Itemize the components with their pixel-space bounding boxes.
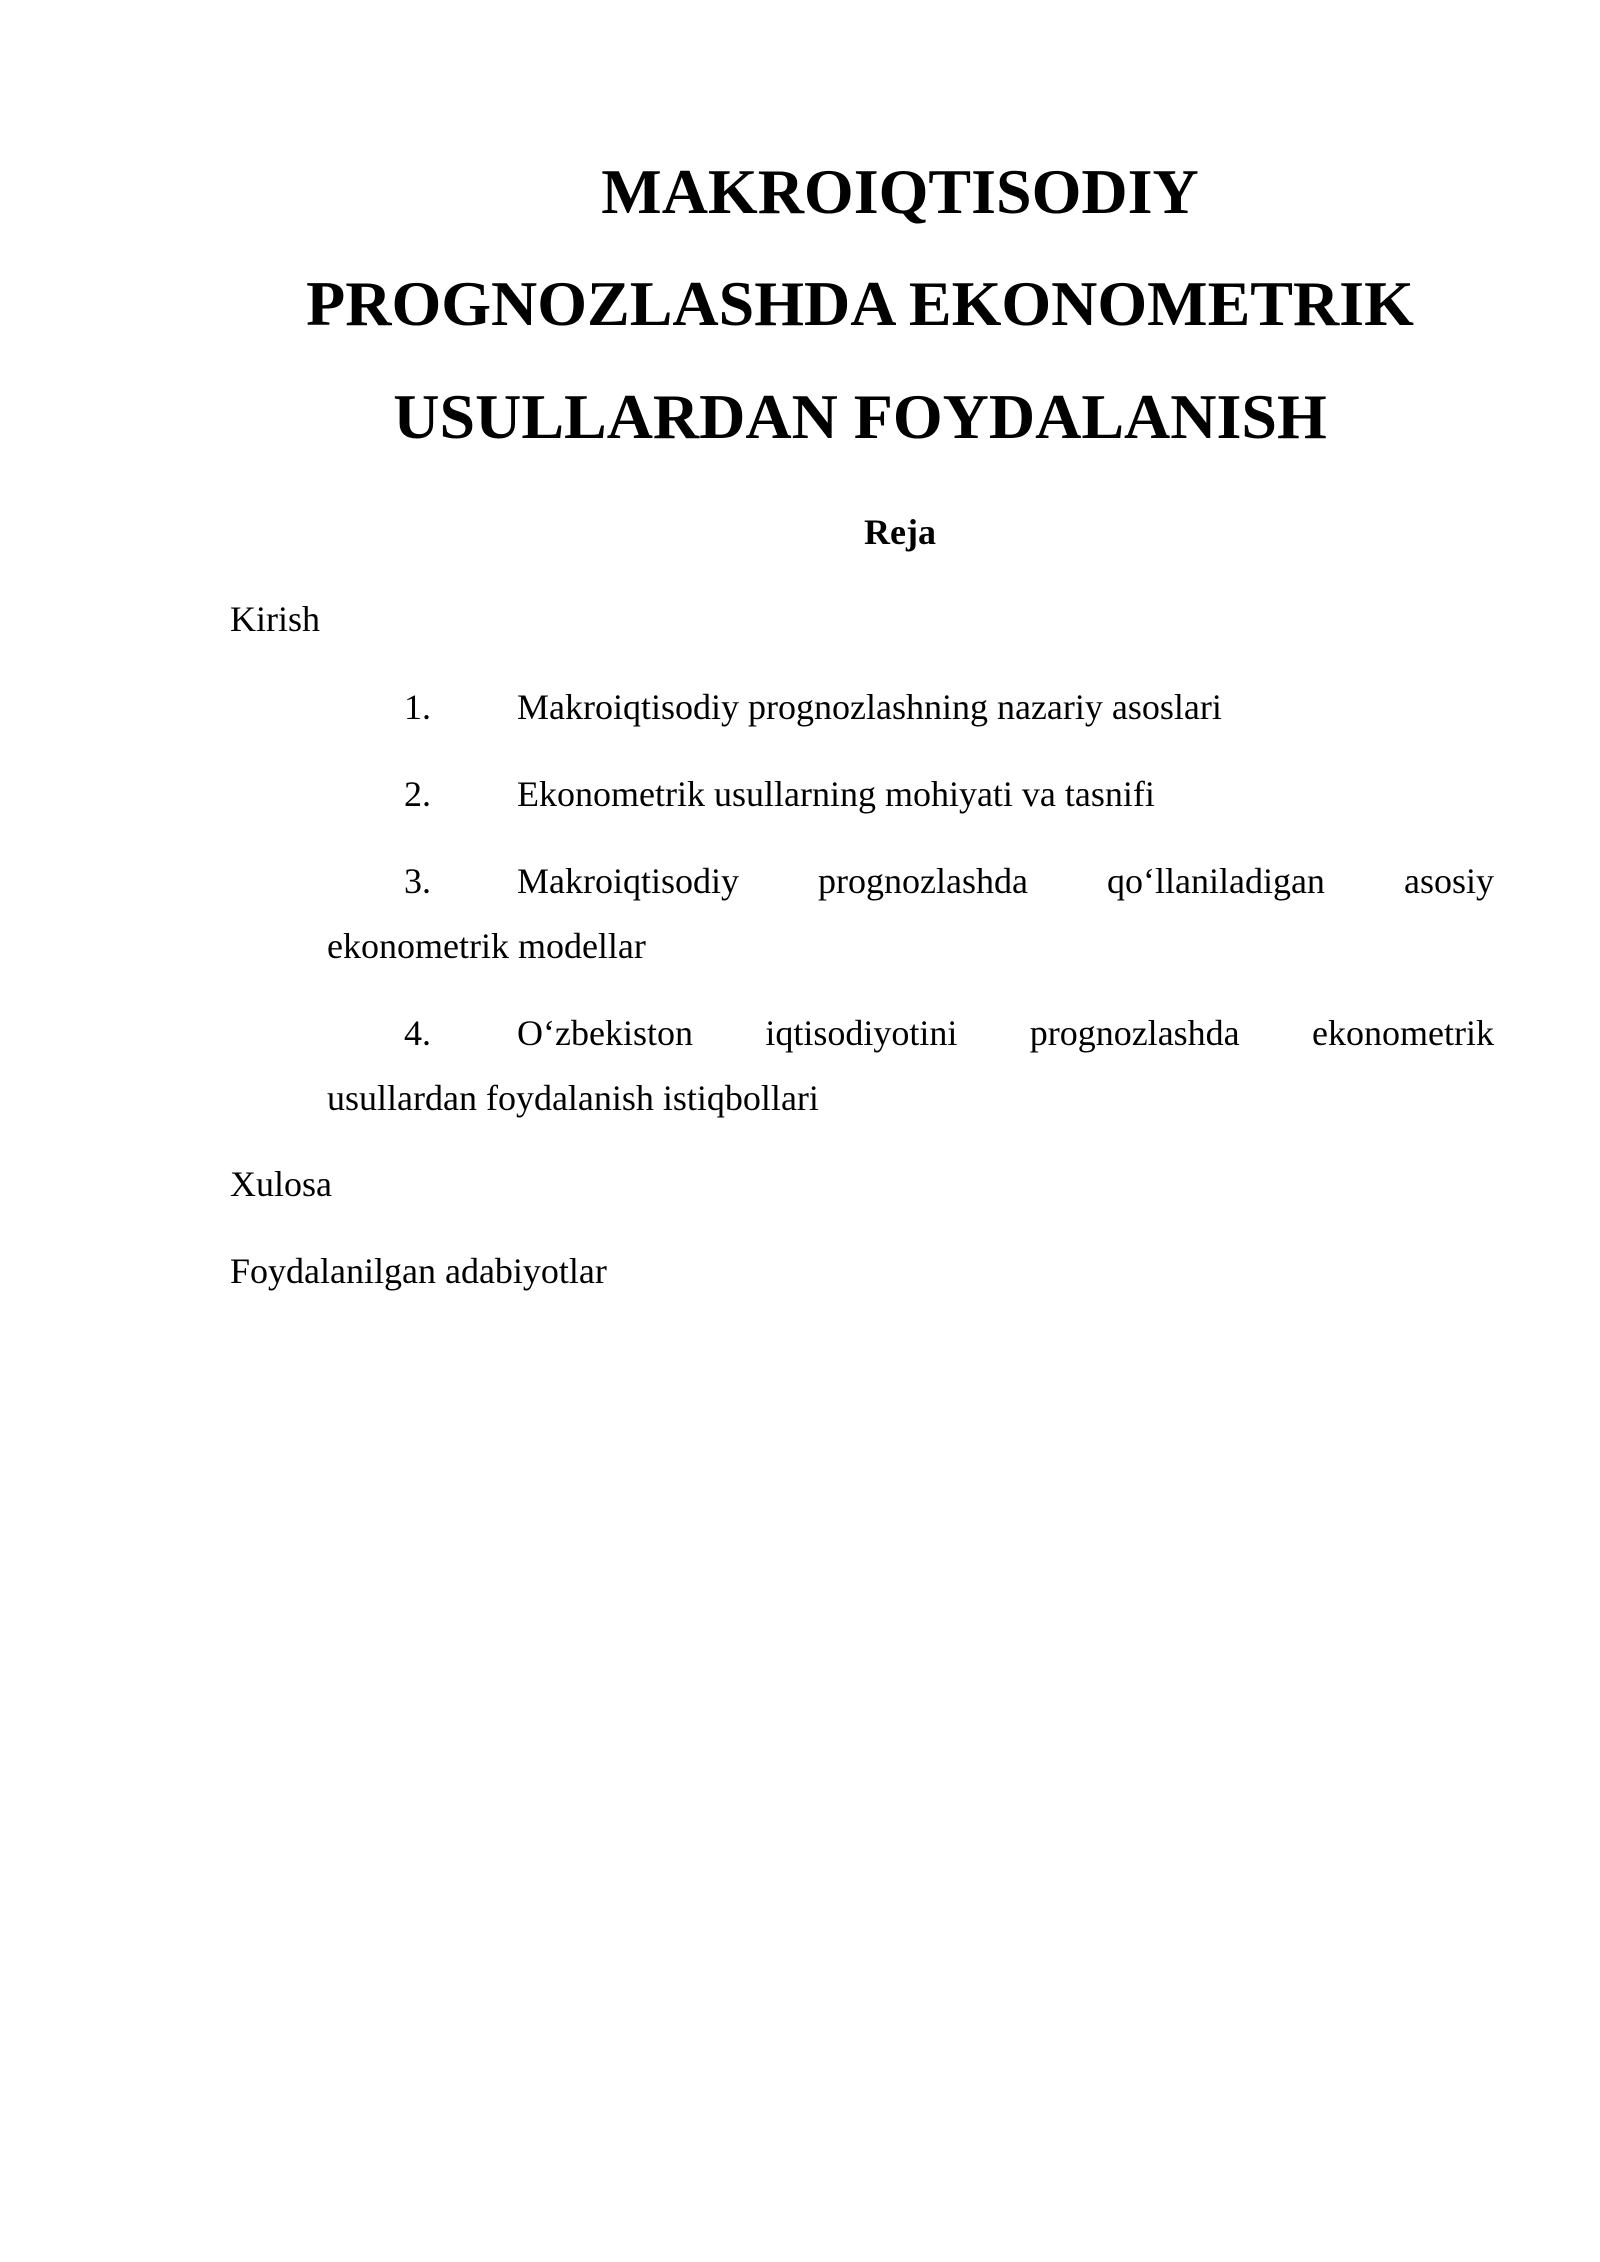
word: asosiy: [1403, 861, 1494, 901]
plan-item-number: 1.: [404, 687, 431, 727]
plan-item-number: 4.: [404, 1013, 431, 1053]
word: prognozlashda: [818, 861, 1028, 901]
plan-item-text-line-2: ekonometrik modellar: [327, 926, 646, 966]
plan-item-number: 3.: [404, 861, 431, 901]
references-entry: Foydalanilgan adabiyotlar: [230, 1251, 607, 1291]
conclusion-entry: Xulosa: [230, 1164, 332, 1204]
word: ekonometrik: [1312, 1013, 1494, 1053]
word: O‘zbekiston: [517, 1013, 693, 1053]
plan-item-number: 2.: [404, 774, 431, 814]
word: prognozlashda: [1029, 1013, 1240, 1053]
plan-heading: Reja: [864, 512, 936, 552]
title-line-3: USULLARDAN FOYDALANISH: [393, 381, 1327, 452]
word: Makroiqtisodiy: [517, 861, 739, 901]
plan-item-text: Ekonometrik usullarning mohiyati va tasnifi: [517, 774, 1155, 814]
plan-item-text-line-1: [517, 861, 1494, 901]
plan-item-text-line-1: [517, 1013, 1494, 1053]
word: qo‘llaniladigan: [1107, 861, 1325, 901]
word: iqtisodiyotini: [765, 1013, 958, 1053]
title-line-2: PROGNOZLASHDA EKONOMETRIK: [306, 268, 1414, 339]
plan-item-text-line-2: usullardan foydalanish istiqbollari: [327, 1078, 819, 1118]
intro-entry: Kirish: [230, 599, 320, 639]
title-line-1: MAKROIQTISODIY: [601, 156, 1199, 227]
plan-item-text: Makroiqtisodiy prognozlashning nazariy asoslari: [517, 687, 1222, 727]
